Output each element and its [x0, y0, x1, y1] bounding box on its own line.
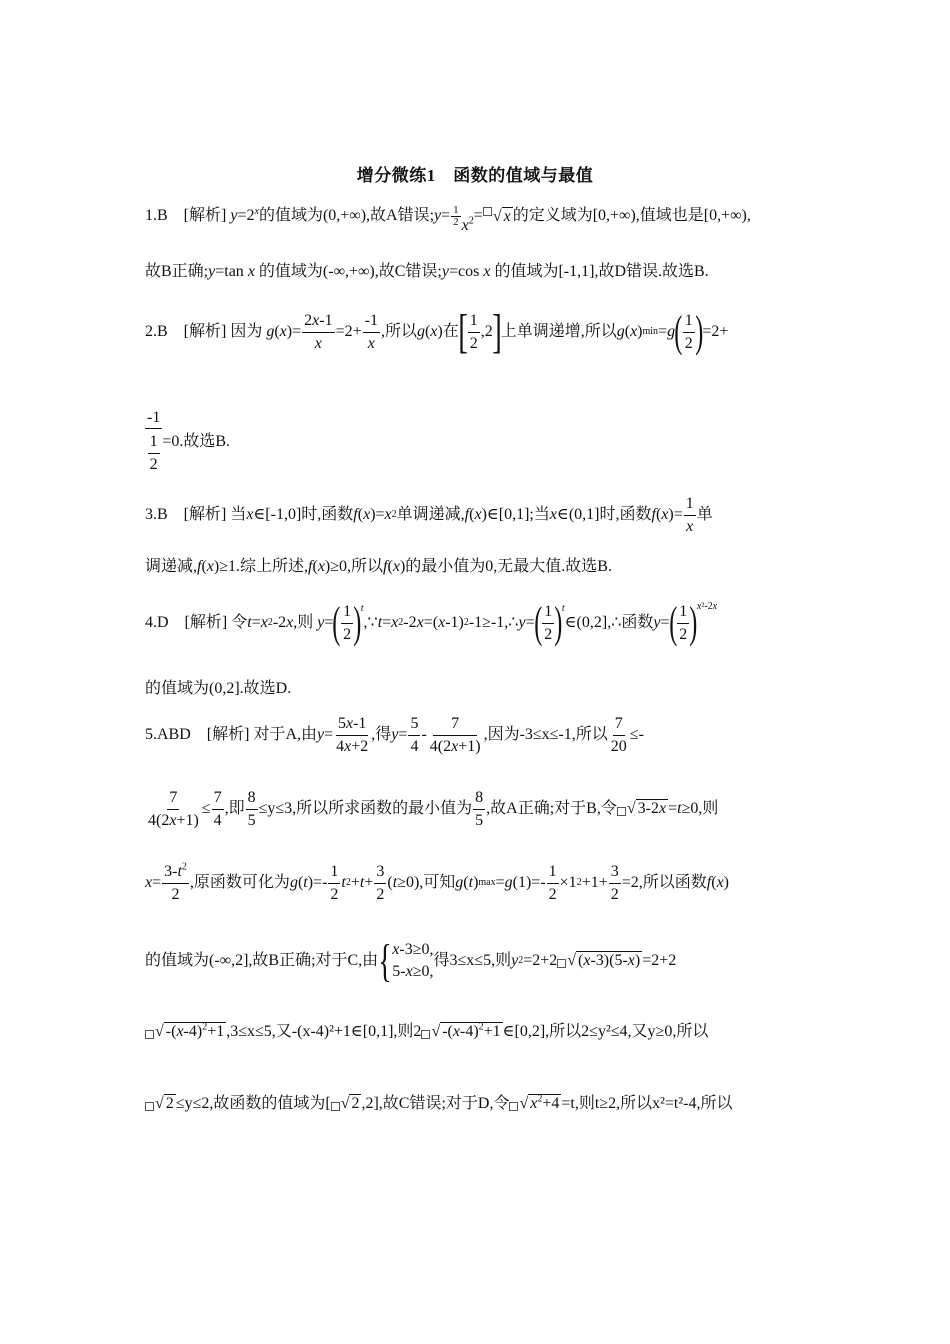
q3-line2: 调递减,f(x)≥1.综上所述,f(x)≥0,所以f(x)的最小值为0,无最大值.故选B. [145, 558, 612, 575]
q3-line1: 3.B [解析] 当 x ∈[-1,0] 时,函数 f ( x )= x 2 单调递减, f ( x )∈[0,1]; 当 x ∈(0,1] 时,函数 f ( x )= $\frac{1}{x}$ 单 [145, 494, 713, 535]
q4-line1: 4.D [解析] 令 t = x 2 -2 x ,则 y = ( $\frac{1}{2}$ ) $^t$ ,∵ t = x 2 -2 x =( x -1) 2 -1≥-1,∴ y = ( $\frac{1}{2}$ ) $^t$ ∈(0,2],∴ 函数 y = ( $\frac{1}{2}$ ) $^{x ^2-2x}$ [145, 598, 718, 647]
nested-fraction: $\frac{-1}{\frac{1}{2}}$ [147, 409, 161, 473]
q3-label: 3.B [解析] 当 [145, 506, 247, 523]
q5-line4: 的值域为(-∞,2],故B正确;对于C,由 { x-3≥0, 5-x≥0, 得3≤x≤5,则 y 2 =2+2 √ (x-3)(5-x) =2+2 [145, 935, 677, 986]
q5-label: 5.ABD [解析] 对于A,由 [145, 726, 317, 743]
system-of-inequalities: x-3≥0, 5-x≥0, [392, 941, 434, 980]
page-title: 增分微练1 函数的值域与最值 [356, 166, 594, 185]
q2-line2: $\frac{-1}{\frac{1}{2}}$ =0.故选B. [145, 408, 810, 476]
q1-line2: 故B正确;y=tan x 的值域为(-∞,+∞),故C错误;y=cos x 的值域为[-1,1],故D错误.故选B. [145, 263, 709, 280]
q4-line2: 的值域为(0,2].故选D. [145, 680, 292, 697]
radical: √ x [492, 207, 511, 225]
q5-line6: √ 2 ≤y≤2,故函数的值域为[ √ 2 ,2],故C错误;对于D,令 √ $x^2+4$ =t,则t≥2,所以x²=t²-4,所以 [145, 1086, 810, 1122]
q5-line2: $\frac{7}{4(2x+1)}$ ≤ $\frac{7}{4}$ ,即 $\frac{8}{5}$ ≤y≤3,所以所求函数的最小值为 $\frac{8}{5}$ ,故A正确;对于B,令 √ 3-2x = t ≥0,则 [148, 788, 719, 829]
exponent-fraction: $\frac{1}{2}$ [453, 204, 459, 228]
q5-line5: √ $-(x-4)^2+1$ ,3≤x≤5,又-(x-4)²+1∈[0,1],则2 √ $-(x-4)^2+1$ ∈[0,2],所以2≤y²≤4,又y≥0,所以 [145, 1012, 810, 1052]
q4-label: 4.D [解析] 令 [145, 614, 248, 631]
q5-line3: x = $\frac{3-t^2}{2}$ ,原函数可化为 g ( t )=- $\frac{1}{2}$ t 2 + t + $\frac{3}{2}$ ( t ≥0) ,可知 g ( t ) max = g (1)=- $\frac{1}{2}$ ×1 2 +1+ $\frac{3}{2}$ =2 ,所以函数 f ( x ) [145, 861, 729, 903]
q1-label: 1.B [解析] [145, 207, 231, 225]
q2-line1: 2.B [解析] 因为 g ( x )= $\frac{2x-1}{x}$ =2+ $\frac{-1}{x}$ ,所以 g ( x )在 [ $\frac{1}{2}$ ,2 ] 上单调递增,所以 g ( x ) min = g ( $\frac{1}{2}$ ) =2+ [145, 305, 729, 358]
q5-line1: 5.ABD [解析] 对于A,由 y = $\frac{5x-1}{4x+2}$ ,得 y = $\frac{5}{4}$ - $\frac{7}{4(2x+1)}$ ,因为-3≤x≤-1,所以 $\frac{7}{20}$ ≤- [145, 714, 644, 755]
q2-label: 2.B [解析] 因为 [145, 323, 263, 340]
q1-line1: 1.B [解析] $y=2^x$的值域为(0,+∞),故A错误;y= $\frac{1}{2}$ $x^2=$ √ x 的定义域为[0,+∞),值域也是[0,+∞), [145, 204, 751, 235]
placeholder-box-icon [483, 207, 492, 216]
